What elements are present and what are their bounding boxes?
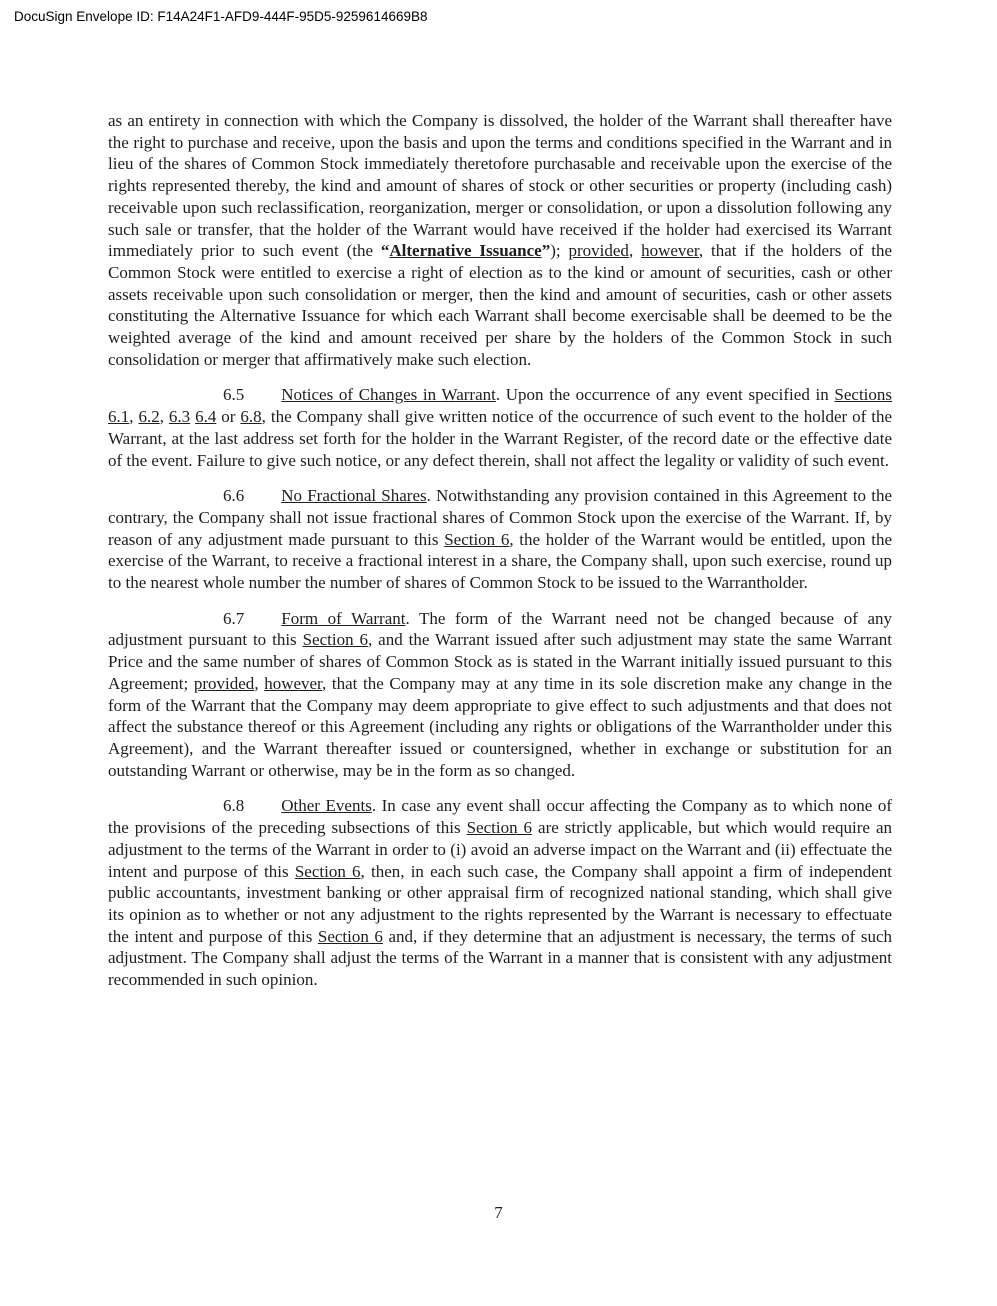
text-run: , xyxy=(254,673,265,693)
document-body xyxy=(108,110,892,991)
text-run: , that if the holders of the Common Stock were entitled to exercise a right of election as to the kind or amount of securities, cash or other assets receivable upon such consolidation or merger, then the kind and amount of securities, cash or other assets constituting the Alternative Issuance for which each Warrant shall become exercisable shall be deemed to be the weighted average of the kind and amount received per share by the holders of the Common Stock in such consolidation or merger that affirmatively make such election. xyxy=(108,241,893,369)
text-run: ” xyxy=(541,241,551,261)
text-run: however xyxy=(264,673,323,693)
cross-reference: 6.4 xyxy=(195,407,217,427)
page-number: 7 xyxy=(494,1203,503,1222)
paragraph-continuation xyxy=(108,110,892,370)
section-heading: No Fractional Shares xyxy=(281,486,427,506)
section-heading: Other Events xyxy=(281,796,372,816)
text-run: . Upon the occurrence of any event specified in xyxy=(495,385,835,405)
text-run: as an entirety in connection with which the Company is dissolved, the holder of the Warrant shall thereafter have the right to purchase and receive, upon the basis and upon the terms and conditions specified in the Warrant and in lieu of the shares of Common Stock immediately theretofore purchasable and receivable upon the exercise of the rights represented thereby, the kind and amount of shares of stock or other securities or property (including cash) receivable upon such reclassification, reorganization, merger or consolidation, or upon a dissolution following any such sale or transfer, that the holder of the Warrant would have received if the holder had exercised its Warrant immediately prior to such event (the xyxy=(108,111,892,261)
cross-reference: 6.8 xyxy=(240,407,262,427)
cross-reference: Section 6 xyxy=(317,926,383,946)
text-run: “ xyxy=(380,241,390,261)
cross-reference: Section 6 xyxy=(294,861,361,881)
text-run: , xyxy=(628,241,642,261)
paragraph-section-6-7 xyxy=(108,608,892,782)
cross-reference: Section 6 xyxy=(302,630,368,650)
text-run: , xyxy=(159,407,169,427)
text-run: ); xyxy=(550,241,569,261)
section-number: 6.5 xyxy=(223,385,245,405)
text-run: provided xyxy=(193,673,255,693)
text-run: , and the Warrant issued after such adjustment may state the same Warrant Price and the same number of shares of Common Stock as is stated in the Warrant initially issued pursuant to this Agreement; xyxy=(108,630,892,693)
section-number: 6.6 xyxy=(223,486,245,506)
paragraph-section-6-5 xyxy=(108,384,892,471)
text-run: provided xyxy=(568,241,629,261)
paragraph-section-6-6 xyxy=(108,485,892,594)
defined-term: Alternative Issuance xyxy=(389,241,542,261)
text-run: , that the Company may at any time in its sole discretion make any change in the form of the Warrant that the Company may deem appropriate to give effect to such adjustments and that does not affect the substance thereof or this Agreement (including any rights or obligations of the Warrantholder under this Agreement), and the Warrant thereafter issued or countersigned, whether in exchange or substitution for an outstanding Warrant or otherwise, may be in the form as so changed. xyxy=(108,673,893,780)
text-run: however xyxy=(641,241,699,261)
docusign-envelope-id: DocuSign Envelope ID: F14A24F1-AFD9-444F-95D5-9259614669B8 xyxy=(14,9,428,24)
paragraph-section-6-8 xyxy=(108,795,892,990)
section-number: 6.8 xyxy=(223,796,245,816)
text-run: . In case any event shall occur affecting the Company as to which none of the provisions of the preceding subsections of this xyxy=(108,796,892,838)
text-run: , then, in each such case, the Company shall appoint a firm of independent public accountants, investment banking or other appraisal firm of recognized national standing, which shall give its opinion as to whether or not any adjustment to the rights represented by the Warrant is necessary to effectuate the intent and purpose of this xyxy=(108,861,892,946)
text-run: and, if they determine that an adjustment is necessary, the terms of such adjustment. The Company shall adjust the terms of the Warrant in a manner that is consistent with any adjustment recommended in such opinion. xyxy=(108,926,892,990)
cross-reference: 6.3 xyxy=(168,407,191,427)
section-heading: Form of Warrant xyxy=(281,608,406,628)
text-run: . Notwithstanding any provision contained in this Agreement to the contrary, the Company shall not issue fractional shares of Common Stock upon the exercise of the Warrant. If, by reason of any adjustment made pursuant to this xyxy=(108,486,892,549)
text-run: , the holder of the Warrant would be entitled, upon the exercise of the Warrant, to receive a fractional interest in a share, the Company shall, upon such exercise, round up to the nearest whole number the number of shares of Common Stock to be issued to the Warrantholder. xyxy=(108,529,892,593)
text-run: , xyxy=(129,407,139,427)
text-run: . The form of the Warrant need not be changed because of any adjustment pursuant to this xyxy=(108,608,892,650)
section-heading: Notices of Changes in Warrant xyxy=(281,385,496,405)
text-run: or xyxy=(216,407,241,427)
text-run: , the Company shall give written notice of the occurrence of such event to the holder of the Warrant, at the last address set forth for the holder in the Warrant Register, of the record date or the effective date of the event. Failure to give such notice, or any defect therein, shall not affect the legality or validity of such event. xyxy=(108,407,892,470)
section-number: 6.7 xyxy=(223,608,245,628)
cross-reference: Sections 6.1 xyxy=(108,385,893,427)
text-run: are strictly applicable, but which would require an adjustment to the terms of the Warrant in order to (i) avoid an adverse impact on the Warrant and (ii) effectuate the intent and purpose of this xyxy=(108,818,892,881)
cross-reference: 6.2 xyxy=(138,407,160,427)
cross-reference: Section 6 xyxy=(466,818,533,838)
cross-reference: Section 6 xyxy=(444,529,510,549)
